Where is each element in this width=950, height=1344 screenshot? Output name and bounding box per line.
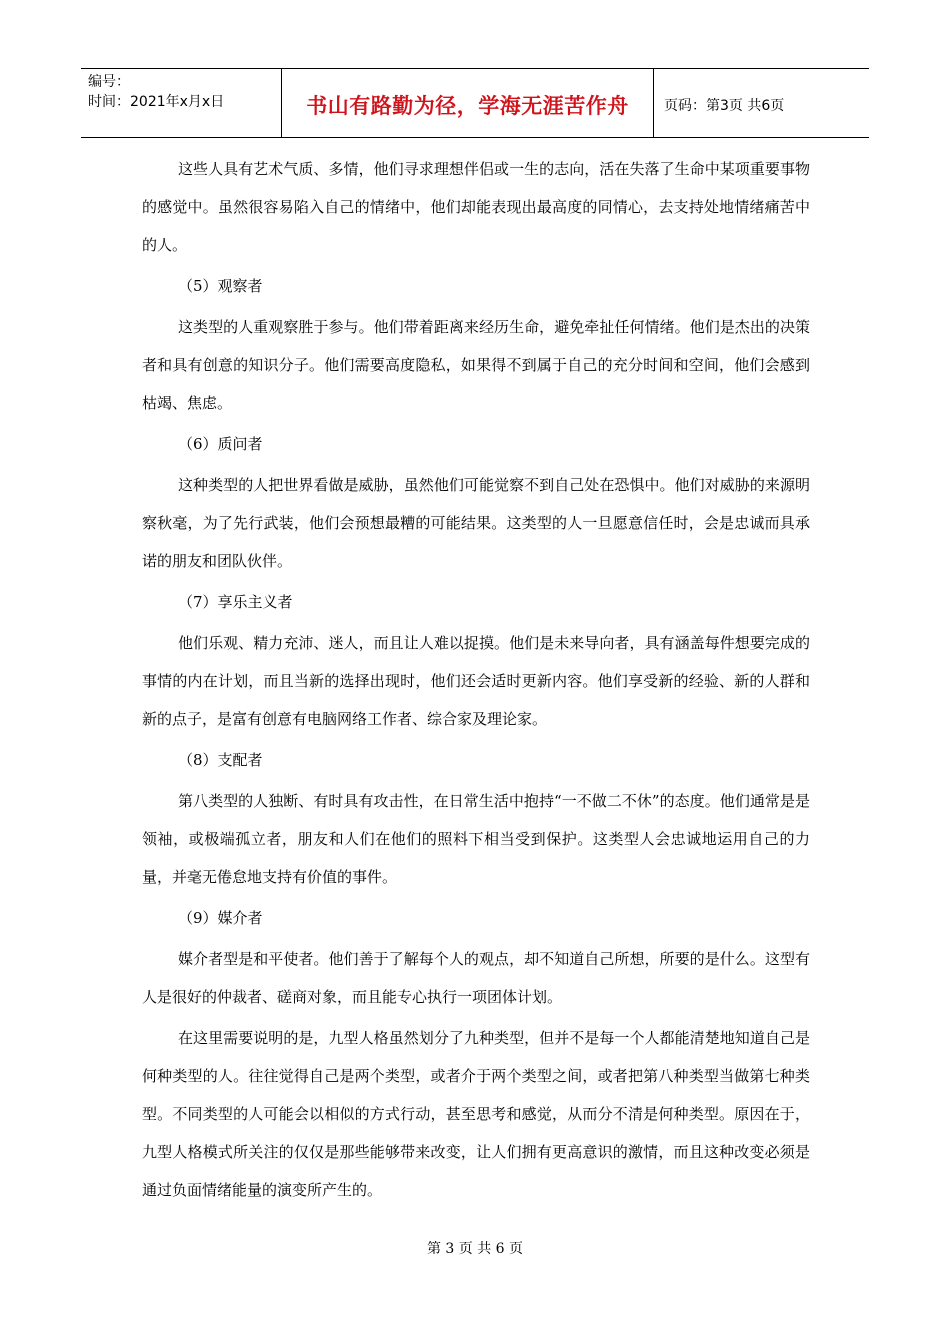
body-paragraph: 他们乐观、精力充沛、迷人，而且让人难以捉摸。他们是未来导向者，具有涵盖每件想要完成的事情的内在计划，而且当新的选择出现时，他们还会适时更新内容。他们享受新的经验、新的人群和新的点子，是富有创意有电脑网络工作者、综合家及理论家。 (142, 634, 810, 728)
time-label: 时间：2021年x月x日 (88, 94, 225, 110)
body-paragraph: 这种类型的人把世界看做是威胁，虽然他们可能觉察不到自己处在恐惧中。他们对威胁的来源明察秋毫，为了先行武装，他们会预想最糟的可能结果。这类型的人一旦愿意信任时，会是忠诚而具承诺的朋友和团队伙伴。 (142, 476, 810, 570)
page-footer (0, 1238, 950, 1258)
body-paragraph: 这类型的人重观察胜于参与。他们带着距离来经历生命，避免牵扯任何情绪。他们是杰出的决策者和具有创意的知识分子。他们需要高度隐私，如果得不到属于自己的充分时间和空间，他们会感到枯竭、焦虑。 (142, 318, 810, 412)
header-motto-cell (282, 69, 654, 137)
section-heading: （7）享乐主义者 (178, 593, 293, 611)
number-label: 编号： (88, 74, 130, 90)
section-heading: （6）质问者 (178, 435, 263, 453)
body-paragraph: 第八类型的人独断、有时具有攻击性，在日常生活中抱持“一不做二不休”的态度。他们通常是是领袖，或极端孤立者，朋友和人们在他们的照料下相当受到保护。这类型人会忠诚地运用自己的力量，并毫无倦怠地支持有价值的事件。 (142, 792, 810, 886)
body-paragraph: 这些人具有艺术气质、多情，他们寻求理想伴侣或一生的志向，活在失落了生命中某项重要事物的感觉中。虽然很容易陷入自己的情绪中，他们却能表现出最高度的同情心，去支持处地情绪痛苦中的人。 (142, 160, 810, 254)
section-heading: （9）媒介者 (178, 909, 263, 927)
header-meta (81, 69, 282, 137)
page-code-text: 页码：第3页 共6页 (664, 97, 785, 114)
section-heading: （5）观察者 (178, 277, 263, 295)
footer-page-number: 第 3 页 共 6 页 (426, 1241, 524, 1257)
body-paragraph: 在这里需要说明的是，九型人格虽然划分了九种类型，但并不是每一个人都能清楚地知道自己是何种类型的人。往往觉得自己是两个类型，或者介于两个类型之间，或者把第八种类型当做第七种类型。不同类型的人可能会以相似的方式行动，甚至思考和感觉，从而分不清是何种类型。原因在于，九型人格模式所关注的仅仅是那些能够带来改变，让人们拥有更高意识的激情，而且这种改变必须是通过负面情绪能量的演变所产生的。 (142, 1029, 810, 1199)
motto-text: 书山有路勤为径，学海无涯苦作舟 (306, 94, 629, 118)
body-paragraph: 媒介者型是和平使者。他们善于了解每个人的观点，却不知道自己所想，所要的是什么。这型有人是很好的仲裁者、磋商对象，而且能专心执行一项团体计划。 (142, 950, 810, 1006)
section-heading: （8）支配者 (178, 751, 263, 769)
document-body (142, 150, 810, 1209)
header-page-code (654, 69, 869, 137)
page-header (81, 68, 869, 138)
